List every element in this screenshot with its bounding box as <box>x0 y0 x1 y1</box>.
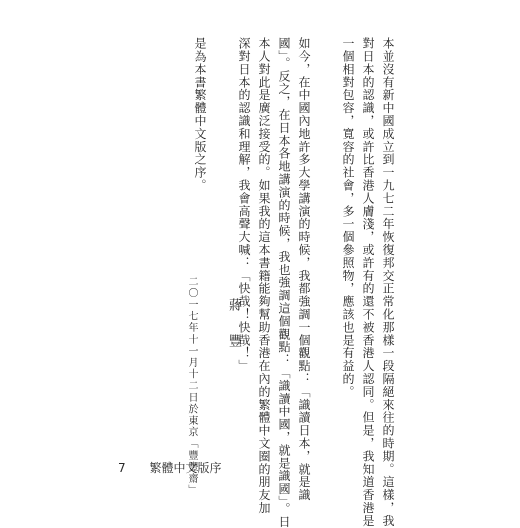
text-column: 如今，在中國內地許多大學講演的時候，我都強調一個觀點：「識讀日本，就是識 <box>297 37 311 502</box>
text-column: 本人對此是廣泛接受的。如果我的這本書籍能夠幫助香港在內的繁體中文圈的朋友加 <box>257 37 271 515</box>
text-column: 對日本的認識，或許比香港人膚淺，或許有的還不被香港人認同。但是，我知道香港是 <box>361 37 375 528</box>
dateline: 二〇一七年十一月十二日於東京「豐豐齋」 <box>186 276 197 497</box>
text-column: 一個相對包容，寬容的社會，多一個參照物，應該也是有益的。 <box>341 37 355 399</box>
text-column: 是為本書繁體中文版之序。 <box>193 37 207 192</box>
running-title: 繁體中文版序 <box>149 461 222 475</box>
text-column: 國」。反之，在日本各地講演的時候，我也強調這個觀點：「識讀中國，就是識國」。日 <box>277 37 291 528</box>
author-signature: 蔣 豐 <box>226 298 241 352</box>
page-number: 7 <box>118 461 126 475</box>
text-column: 本並沒有新中國成立到一九七二年恢復邦交正常化那樣一段隔絕來往的時期。這樣，我 <box>381 37 395 528</box>
page-footer <box>118 459 221 476</box>
text-column: 深對日本的認識和理解，我會高聲大喊：「快哉！快哉！」 <box>237 37 251 373</box>
